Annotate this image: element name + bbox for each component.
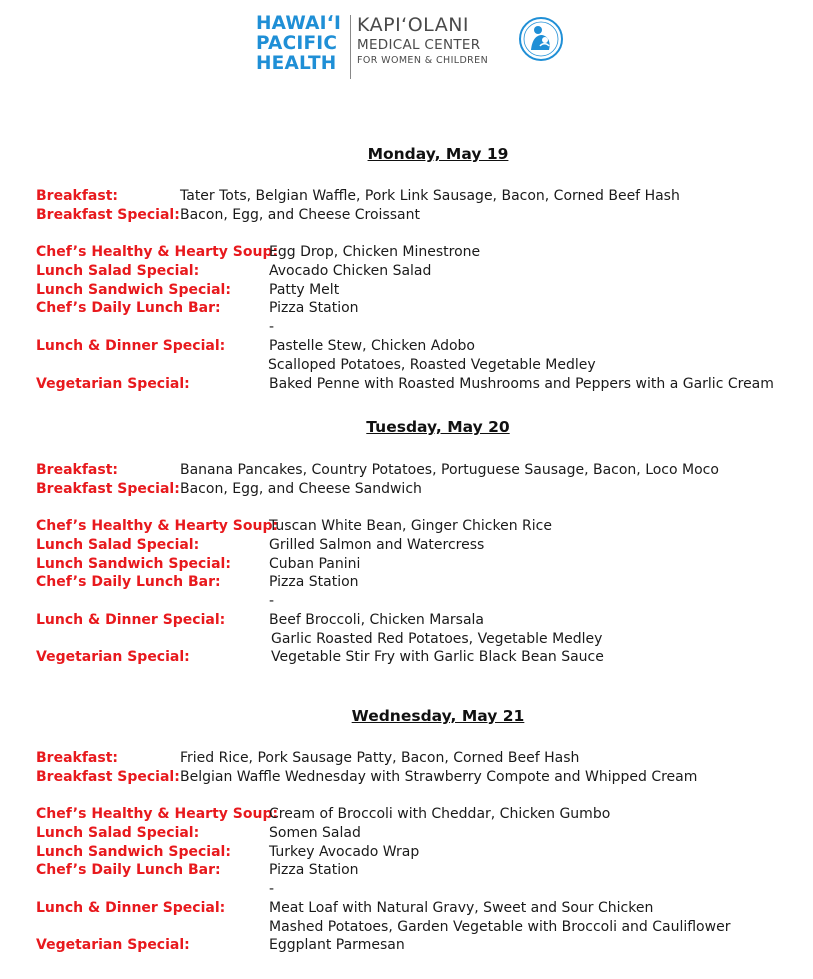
- label-salad: Lunch Salad Special:: [36, 825, 200, 841]
- value-lunch-dinner: Beef Broccoli, Chicken Marsala: [269, 612, 485, 628]
- value-soup: Cream of Broccoli with Cheddar, Chicken Gumbo: [269, 806, 611, 822]
- value-vegetarian: Vegetable Stir Fry with Garlic Black Bean Sauce: [271, 649, 604, 665]
- logo-divider: [350, 15, 351, 79]
- label-salad: Lunch Salad Special:: [36, 263, 200, 279]
- center-line-3: FOR WOMEN & CHILDREN: [357, 55, 489, 66]
- header-logo: [256, 12, 576, 82]
- label-breakfast-special: Breakfast Special:: [36, 207, 180, 223]
- day-title-monday: Monday, May 19: [367, 145, 509, 163]
- label-soup: Chef’s Healthy & Hearty Soup:: [36, 244, 279, 260]
- value-breakfast-special: Bacon, Egg, and Cheese Croissant: [180, 207, 420, 223]
- label-lunch-dinner: Lunch & Dinner Special:: [36, 900, 226, 916]
- value-breakfast-special: Belgian Waffle Wednesday with Strawberry Compote and Whipped Cream: [180, 769, 698, 785]
- value-lunch-bar: Pizza Station: [269, 862, 359, 878]
- value-sandwich: Turkey Avocado Wrap: [269, 844, 420, 860]
- label-breakfast: Breakfast:: [36, 750, 118, 766]
- center-line-1: KAPIʻOLANI: [357, 14, 470, 36]
- value-lunch-dinner-sides: Scalloped Potatoes, Roasted Vegetable Medley: [268, 357, 596, 373]
- label-lunch-bar: Chef’s Daily Lunch Bar:: [36, 300, 221, 316]
- value-breakfast: Fried Rice, Pork Sausage Patty, Bacon, Corned Beef Hash: [180, 750, 580, 766]
- value-breakfast: Tater Tots, Belgian Waffle, Pork Link Sausage, Bacon, Corned Beef Hash: [180, 188, 680, 204]
- separator-dash: -: [269, 593, 275, 609]
- label-vegetarian: Vegetarian Special:: [36, 649, 190, 665]
- value-soup: Egg Drop, Chicken Minestrone: [269, 244, 481, 260]
- label-salad: Lunch Salad Special:: [36, 537, 200, 553]
- value-lunch-bar: Pizza Station: [269, 300, 359, 316]
- label-vegetarian: Vegetarian Special:: [36, 376, 190, 392]
- org-line-2: PACIFIC: [256, 33, 338, 54]
- value-salad: Avocado Chicken Salad: [269, 263, 432, 279]
- value-sandwich: Patty Melt: [269, 282, 340, 298]
- center-line-2: MEDICAL CENTER: [357, 37, 481, 53]
- value-salad: Somen Salad: [269, 825, 361, 841]
- separator-dash: -: [269, 881, 275, 897]
- value-vegetarian: Baked Penne with Roasted Mushrooms and Peppers with a Garlic Cream: [269, 376, 774, 392]
- label-lunch-dinner: Lunch & Dinner Special:: [36, 338, 226, 354]
- org-line-3: HEALTH: [256, 53, 337, 74]
- label-sandwich: Lunch Sandwich Special:: [36, 282, 231, 298]
- label-breakfast: Breakfast:: [36, 462, 118, 478]
- value-salad: Grilled Salmon and Watercress: [269, 537, 485, 553]
- value-lunch-dinner-sides: Mashed Potatoes, Garden Vegetable with Broccoli and Cauliflower: [269, 919, 731, 935]
- day-title-tuesday: Tuesday, May 20: [366, 418, 510, 436]
- value-lunch-dinner: Pastelle Stew, Chicken Adobo: [269, 338, 475, 354]
- kapiolani-wordmark: [357, 14, 488, 68]
- value-soup: Tuscan White Bean, Ginger Chicken Rice: [269, 518, 552, 534]
- label-breakfast-special: Breakfast Special:: [36, 481, 180, 497]
- label-lunch-bar: Chef’s Daily Lunch Bar:: [36, 574, 221, 590]
- value-sandwich: Cuban Panini: [269, 556, 361, 572]
- day-title-wednesday: Wednesday, May 21: [351, 707, 525, 725]
- value-breakfast-special: Bacon, Egg, and Cheese Sandwich: [180, 481, 422, 497]
- value-breakfast: Banana Pancakes, Country Potatoes, Portuguese Sausage, Bacon, Loco Moco: [180, 462, 719, 478]
- value-lunch-bar: Pizza Station: [269, 574, 359, 590]
- label-breakfast-special: Breakfast Special:: [36, 769, 180, 785]
- label-vegetarian: Vegetarian Special:: [36, 937, 190, 953]
- value-lunch-dinner: Meat Loaf with Natural Gravy, Sweet and Sour Chicken: [269, 900, 654, 916]
- value-lunch-dinner-sides: Garlic Roasted Red Potatoes, Vegetable Medley: [271, 631, 603, 647]
- label-sandwich: Lunch Sandwich Special:: [36, 844, 231, 860]
- label-breakfast: Breakfast:: [36, 188, 118, 204]
- label-soup: Chef’s Healthy & Hearty Soup:: [36, 806, 279, 822]
- separator-dash: -: [269, 319, 275, 335]
- label-sandwich: Lunch Sandwich Special:: [36, 556, 231, 572]
- label-lunch-dinner: Lunch & Dinner Special:: [36, 612, 226, 628]
- mother-child-emblem-icon: [518, 16, 564, 62]
- hawaii-pacific-health-wordmark: [256, 14, 341, 74]
- label-lunch-bar: Chef’s Daily Lunch Bar:: [36, 862, 221, 878]
- label-soup: Chef’s Healthy & Hearty Soup:: [36, 518, 279, 534]
- org-line-1: HAWAIʻI: [256, 13, 342, 34]
- value-vegetarian: Eggplant Parmesan: [269, 937, 405, 953]
